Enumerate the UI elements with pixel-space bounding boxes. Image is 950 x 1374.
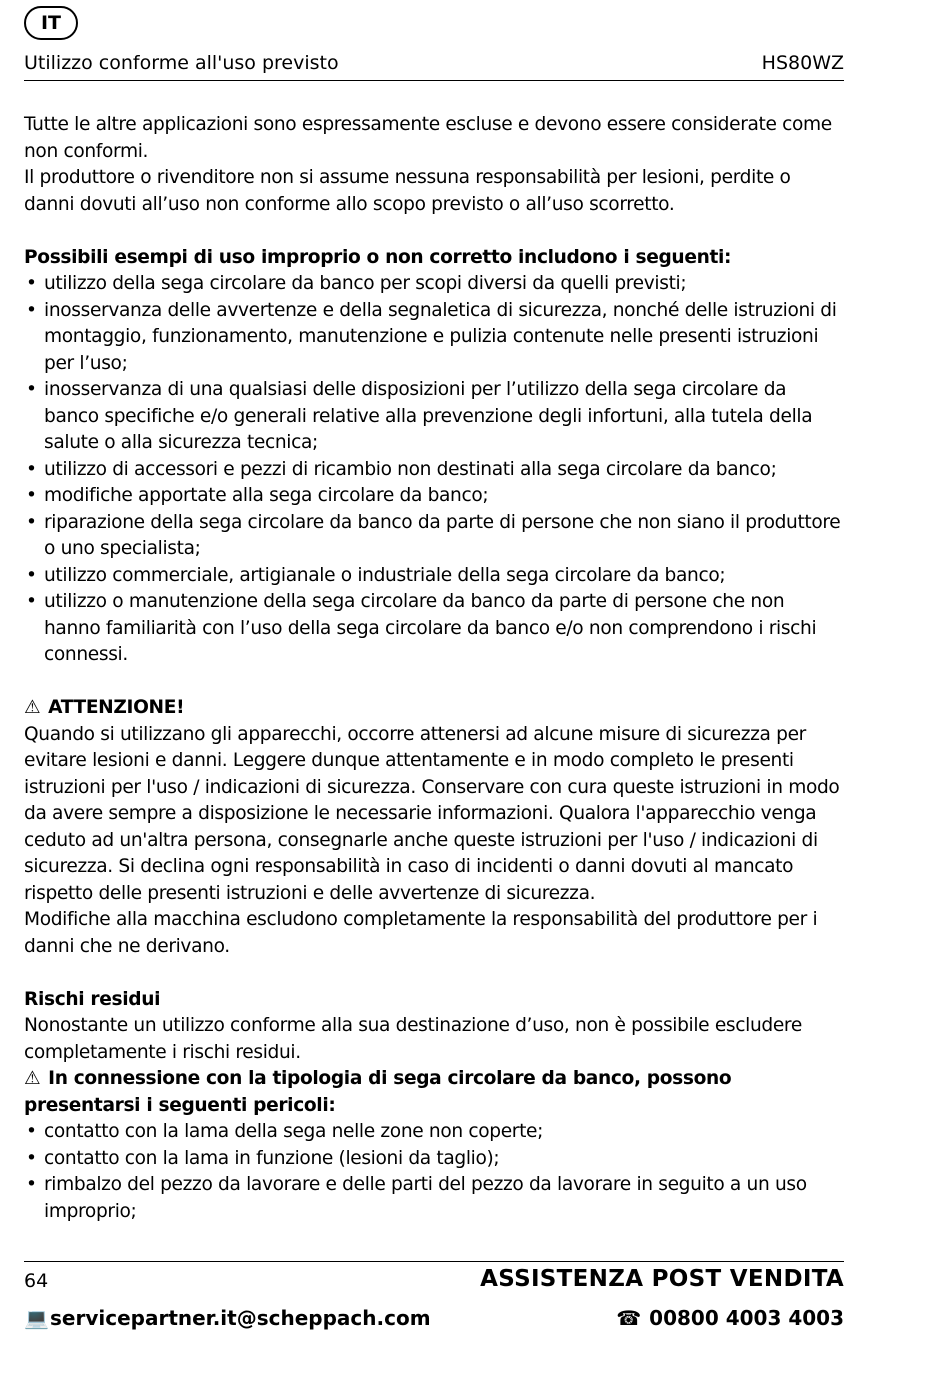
list-item: • inosservanza delle avvertenze e della segnaletica di sicurezza, nonché delle istruzioni di montaggio, funzionamento, manutenzione e pulizia contenute nelle presenti istruzioni per l’uso; [24, 298, 844, 378]
list-item: • inosservanza di una qualsiasi delle disposizioni per l’utilizzo della sega circolare da banco specifiche e/o generali relative alla prevenzione degli infortuni, alla tutela della salute o alla sicurezza tecnica; [24, 377, 844, 457]
hazards-list [24, 1119, 844, 1225]
list-item: • utilizzo commerciale, artigianale o industriale della sega circolare da banco; [24, 563, 844, 590]
misuse-list [24, 271, 844, 669]
residual-risks-paragraph: Nonostante un utilizzo conforme alla sua destinazione d’uso, non è possibile escludere completamente i rischi residui. [24, 1015, 802, 1063]
footer-divider [24, 1261, 844, 1262]
list-item: • utilizzo della sega circolare da banco per scopi diversi da quelli previsti; [24, 271, 844, 298]
page-header [24, 50, 844, 76]
computer-icon: 💻 [24, 1306, 49, 1330]
phone-number[interactable]: 00800 4003 4003 [649, 1306, 844, 1330]
list-item: • utilizzo o manutenzione della sega circolare da banco da parte di persone che non hanno familiarità con l’uso della sega circolare da banco e/o non comprendono i rischi connessi. [24, 589, 844, 669]
header-divider [24, 80, 844, 81]
model-number: HS80WZ [761, 52, 844, 74]
language-badge: IT [24, 6, 78, 40]
list-item: • riparazione della sega circolare da banco da parte di persone che non siano il produttore o uno specialista; [24, 510, 844, 563]
list-item: • contatto con la lama della sega nelle zone non coperte; [24, 1119, 844, 1146]
residual-risks-heading: Rischi residui [24, 988, 161, 1010]
list-item: • utilizzo di accessori e pezzi di ricambio non destinati alla sega circolare da banco; [24, 457, 844, 484]
intro-paragraph-1: Tutte le altre applicazioni sono espressamente escluse e devono essere considerate come non conformi. [24, 114, 832, 162]
misuse-heading: Possibili esempi di uso improprio o non corretto includono i seguenti: [24, 246, 732, 268]
warning-icon: ⚠ [24, 1068, 41, 1089]
phone-icon: ☎ [616, 1306, 642, 1330]
service-title: ASSISTENZA POST VENDITA [480, 1266, 844, 1292]
warning-icon: ⚠ [24, 697, 41, 718]
intro-paragraph-2: Il produttore o rivenditore non si assume nessuna responsabilità per lesioni, perdite o danni dovuti all’uso non conforme allo scopo previsto o all’uso scorretto. [24, 167, 791, 215]
email-link[interactable]: servicepartner.it@scheppach.com [50, 1306, 431, 1330]
page-number: 64 [24, 1270, 49, 1292]
phone-contact [616, 1306, 844, 1330]
section-title: Utilizzo conforme all'uso previsto [24, 52, 339, 74]
attention-heading: ⚠ ATTENZIONE! [24, 695, 844, 722]
hazards-heading: ⚠ In connessione con la tipologia di sega circolare da banco, possono presentarsi i seguenti pericoli: [24, 1068, 732, 1116]
document-body [24, 112, 844, 1225]
email-contact [24, 1306, 431, 1330]
list-item: • rimbalzo del pezzo da lavorare e delle parti del pezzo da lavorare in seguito a un uso improprio; [24, 1172, 844, 1225]
attention-paragraph-1: Quando si utilizzano gli apparecchi, occorre attenersi ad alcune misure di sicurezza per evitare lesioni e danni. Leggere dunque attentamente e in modo completo le presenti istruzioni per l'uso / indicazioni di sicurezza. Conservare con cura queste istruzioni in modo da avere sempre a disposizione le necessarie informazioni. Qualora l'apparecchio venga ceduto ad un'altra persona, consegnarle anche queste istruzioni per l'uso / indicazioni di sicurezza. Si declina ogni responsabilità in caso di incidenti o danni dovuti al mancato rispetto delle presenti istruzioni e delle avvertenze di sicurezza. [24, 723, 840, 904]
list-item: • contatto con la lama in funzione (lesioni da taglio); [24, 1146, 844, 1173]
list-item: • modifiche apportate alla sega circolare da banco; [24, 483, 844, 510]
attention-paragraph-2: Modifiche alla macchina escludono completamente la responsabilità del produttore per i danni che ne derivano. [24, 909, 818, 957]
